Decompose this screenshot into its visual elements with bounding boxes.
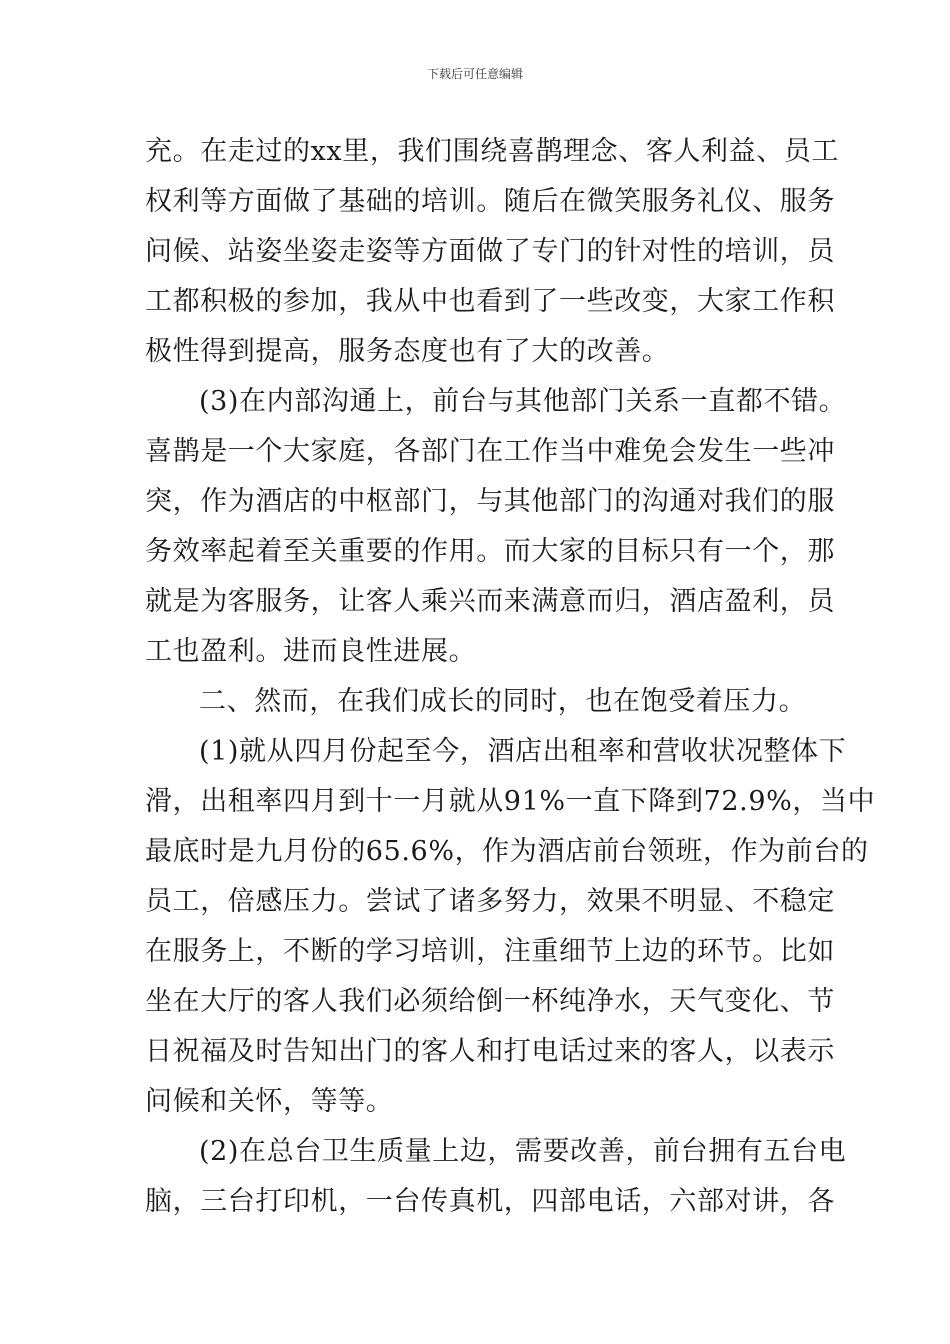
text-line: 喜鹊是一个大家庭，各部门在工作当中难免会发生一些冲	[145, 436, 835, 467]
document-body	[145, 127, 876, 1227]
text-line: 问候和关怀，等等。	[145, 1086, 394, 1117]
text-line: 极性得到提高，服务态度也有了大的改善。	[145, 336, 670, 367]
text-line: 务效率起着至关重要的作用。而大家的目标只有一个，那	[145, 536, 835, 567]
text-line: 突，作为酒店的中枢部门，与其他部门的沟通对我们的服	[145, 486, 835, 517]
paragraph	[145, 1127, 847, 1227]
paragraph	[145, 727, 876, 1127]
paragraph	[145, 377, 847, 677]
text-line: (2)在总台卫生质量上边，需要改善，前台拥有五台电	[199, 1136, 847, 1167]
paragraph	[145, 127, 840, 377]
page-header: 下载后可任意编辑	[426, 67, 523, 81]
text-line: 工也盈利。进而良性进展。	[145, 636, 477, 667]
text-line: 权利等方面做了基础的培训。随后在微笑服务礼仪、服务	[145, 186, 835, 217]
text-line: 问候、站姿坐姿走姿等方面做了专门的针对性的培训，员	[145, 236, 835, 267]
paragraph	[145, 677, 810, 727]
text-line: 日祝福及时告知出门的客人和打电话过来的客人，以表示	[145, 1036, 835, 1067]
text-line: 最底时是九月份的65.6%，作为酒店前台领班，作为前台的	[145, 836, 869, 867]
text-line: 脑，三台打印机，一台传真机，四部电话，六部对讲，各	[145, 1186, 835, 1217]
text-line: 滑，出租率四月到十一月就从91%一直下降到72.9%，当中	[145, 786, 876, 817]
section-heading: 二、然而，在我们成长的同时，也在饱受着压力。	[199, 686, 807, 717]
text-line: 工都积极的参加，我从中也看到了一些改变，大家工作积	[145, 286, 835, 317]
text-line: 在服务上，不断的学习培训，注重细节上边的环节。比如	[145, 936, 835, 967]
text-line: 就是为客服务，让客人乘兴而来满意而归，酒店盈利，员	[145, 586, 835, 617]
text-line: 坐在大厅的客人我们必须给倒一杯纯净水，天气变化、节	[145, 986, 835, 1017]
text-line: 员工，倍感压力。尝试了诸多努力，效果不明显、不稳定	[145, 886, 835, 917]
text-line: (1)就从四月份起至今，酒店出租率和营收状况整体下	[199, 736, 847, 767]
text-line: (3)在内部沟通上，前台与其他部门关系一直都不错。	[199, 386, 847, 417]
text-line: 充。在走过的xx里，我们围绕喜鹊理念、客人利益、员工	[145, 136, 840, 167]
